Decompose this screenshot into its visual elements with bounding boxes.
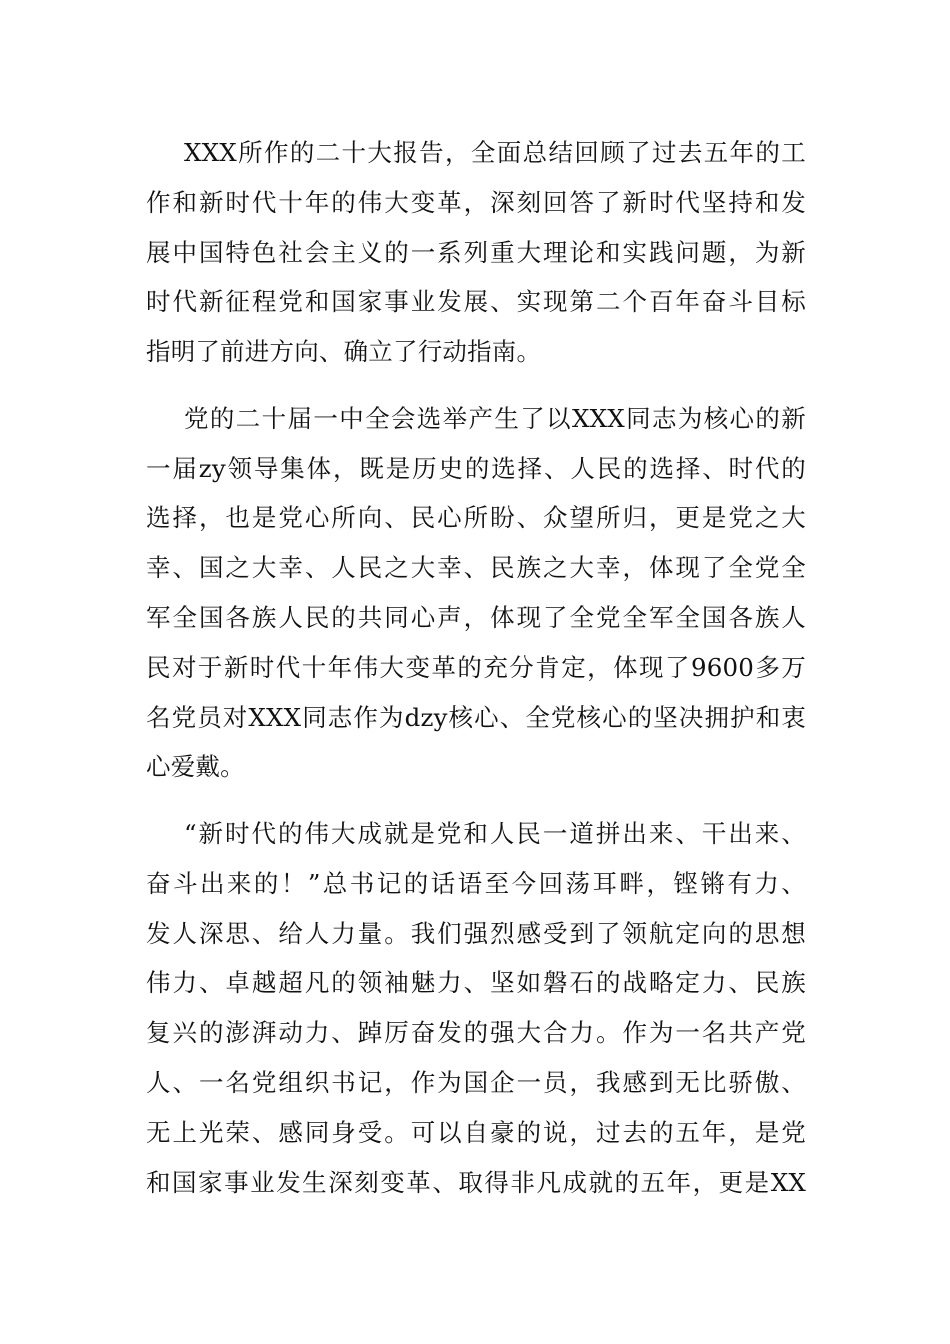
paragraph-line: 心爱戴。 [146, 752, 245, 782]
paragraph-spacing [146, 792, 806, 809]
paragraph-line: 伟力、卓越超凡的领袖魅力、坚如磐石的战略定力、民族 [146, 968, 806, 998]
paragraph-line: 奋斗出来的！”总书记的话语至今回荡耳畔，铿锵有力、 [146, 868, 806, 898]
paragraph-line: 作和新时代十年的伟大变革，深刻回答了新时代坚持和发 [146, 187, 806, 217]
paragraph [146, 394, 806, 792]
paragraph-line: 和国家事业发生深刻变革、取得非凡成就的五年，更是XX [146, 1167, 806, 1197]
paragraph-line: 党的二十届一中全会选举产生了以XXX同志为核心的新 [184, 403, 806, 433]
paragraph-line: 人、一名党组织书记，作为国企一员，我感到无比骄傲、 [146, 1067, 806, 1097]
paragraph [146, 128, 806, 377]
paragraph-line: 展中国特色社会主义的一系列重大理论和实践问题，为新 [146, 237, 806, 267]
paragraph-line: 时代新征程党和国家事业发展、实现第二个百年奋斗目标 [146, 287, 806, 317]
paragraph-line: 无上光荣、感同身受。可以自豪的说，过去的五年，是党 [146, 1117, 806, 1147]
paragraph-line: 指明了前进方向、确立了行动指南。 [146, 337, 542, 367]
paragraph-line: XXX所作的二十大报告，全面总结回顾了过去五年的工 [184, 138, 806, 167]
paragraph-line: “新时代的伟大成就是党和人民一道拼出来、干出来、 [184, 818, 806, 848]
paragraph [146, 809, 806, 1207]
paragraph-spacing [146, 377, 806, 394]
paragraph-line: 复兴的澎湃动力、踔厉奋发的强大合力。作为一名共产党 [146, 1018, 806, 1048]
document-body [146, 128, 806, 1207]
paragraph-line: 民对于新时代十年伟大变革的充分肯定，体现了9600多万 [146, 652, 806, 682]
paragraph-line: 军全国各族人民的共同心声，体现了全党全军全国各族人 [146, 602, 806, 632]
paragraph-line: 名党员对XXX同志作为dzy核心、全党核心的坚决拥护和衷 [146, 702, 806, 732]
paragraph-line: 幸、国之大幸、人民之大幸、民族之大幸，体现了全党全 [146, 553, 806, 583]
paragraph-line: 一届zy领导集体，既是历史的选择、人民的选择、时代的 [146, 453, 806, 483]
paragraph-line: 发人深思、给人力量。我们强烈感受到了领航定向的思想 [146, 918, 806, 948]
paragraph-line: 选择，也是党心所向、民心所盼、众望所归，更是党之大 [146, 503, 806, 533]
